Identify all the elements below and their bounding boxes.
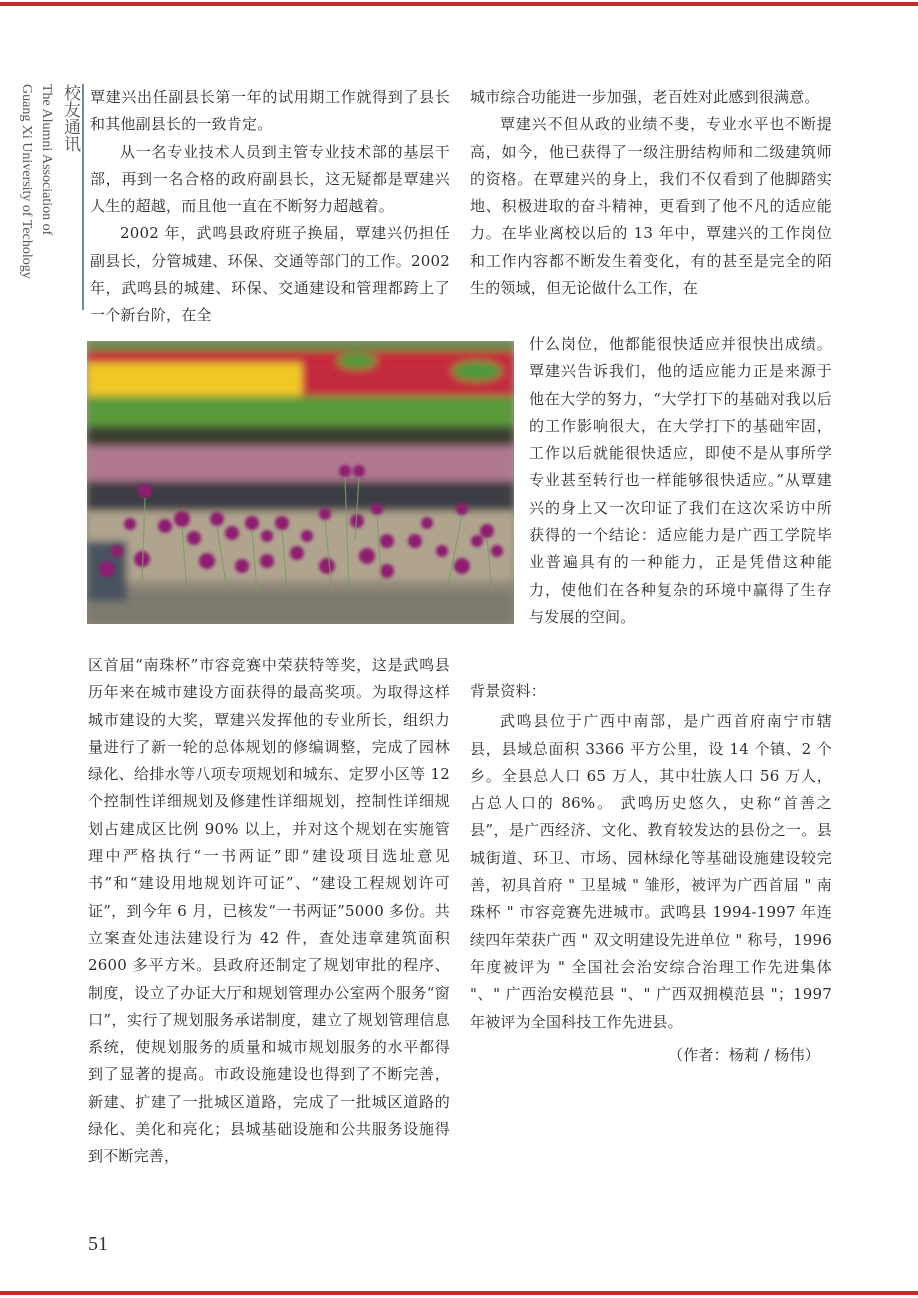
section-title-en bbox=[16, 84, 56, 310]
section-title-en-line2: Guang Xi University of Techology bbox=[19, 84, 34, 279]
section-divider-bar bbox=[82, 84, 84, 310]
article-column-right-top bbox=[470, 84, 832, 302]
background-info-section bbox=[470, 678, 832, 1069]
paragraph: 覃建兴出任副县长第一年的试用期工作就得到了县长和其他副县长的一致肯定。 bbox=[90, 88, 450, 134]
article-column-left-top bbox=[90, 84, 450, 330]
article-column-left-bottom bbox=[88, 652, 450, 1171]
section-title-cn: 校友通讯 bbox=[60, 84, 80, 152]
page-number: 51 bbox=[88, 1233, 108, 1255]
paragraph: 区首届“南珠杯”市容竞赛中荣获特等奖，这是武鸣县历年来在城市建设方面获得的最高奖项。为取得这样城市建设的大奖，覃建兴发挥他的专业所长，组织力量进行了新一轮的总体规划的修编调整，完成了园林绿化、给排水等八项专项规划和城东、定罗小区等 12 个控制性详细规划及修建性详细规划，控制性详细规划占建成区比例 90% 以上，并对这个规划在实施管理中严格执行“一书两证”即“建设项目选址意见书”和“建设用地规划许可证”、“建设工程规划许可证”，到今年 6 月，已核发“一书两证”5000 多份。共立案查处违法建设行为 42 件，查处违章建筑面积 2600 多平方米。县政府还制定了规划审批的程序、制度，设立了办证大厅和规划管理办公室两个服务“窗口”，实行了规划服务承诺制度，建立了规划管理信息系统，使规划服务的质量和城市规划服务的水平都得到了显著的提高。市政设施建设也得到了不断完善，新建、扩建了一批城区道路，完成了一批城区道路的绿化、美化和亮化；县城基础设施和公共服务设施得到不断完善， bbox=[88, 656, 450, 1166]
article-column-right-wrap bbox=[529, 331, 832, 631]
magazine-section-label bbox=[14, 84, 82, 310]
photo-illustration bbox=[87, 341, 514, 624]
top-red-rule bbox=[0, 2, 918, 6]
bottom-red-rule bbox=[0, 1291, 918, 1295]
author-byline: （作者：杨莉 / 杨伟） bbox=[668, 1045, 820, 1064]
paragraph: 什么岗位，他都能很快适应并很快出成绩。覃建兴告诉我们，他的适应能力正是来源于他在大学的努力，“大学打下的基础对我以后的工作影响很大，在大学打下的基础牢固，工作以后就能很快适应，即使不是从事所学专业甚至转行也一样能够很快适应。”从覃建兴的身上又一次印证了我们在这次采访中所获得的一个结论：适应能力是广西工学院毕业普遍具有的一种能力，正是凭借这种能力，使他们在各种复杂的环境中赢得了生存与发展的空间。 bbox=[529, 335, 832, 626]
paragraph: 2002 年，武鸣县政府班子换届，覃建兴仍担任副县长，分管城建、环保、交通等部门的工作。2002 年，武鸣县的城建、环保、交通建设和管理都跨上了一个新台阶，在全 bbox=[90, 224, 450, 325]
section-title-en-line1: The Alumni Association of bbox=[39, 84, 54, 236]
background-body: 武鸣县位于广西中南部，是广西首府南宁市辖县，县域总面积 3366 平方公里，设 14 个镇、2 个乡。全县总人口 65 万人，其中壮族人口 56 万人，占总人口的 86%。 武鸣历史悠久，史称“首善之县”，是广西经济、文化、教育较发达的县份之一。县城街道、环卫、市场、园林绿化等基础设施建设较完善，初具首府 " 卫星城 " 雏形，被评为广西首届 " 南珠杯 " 市容竞赛先进城市。武鸣县 1994-1997 年连续四年荣获广西 " 双文明建设先进单位 " 称号，1996 年度被评为 " 全国社会治安综合治理工作先进集体 "、" 广西治安模范县 "、" 广西双拥模范县 "；1997 年被评为全国科技工作先进县。 bbox=[470, 712, 832, 1031]
paragraph: 城市综合功能进一步加强，老百姓对此感到很满意。 bbox=[470, 88, 820, 106]
paragraph: 从一名专业技术人员到主管专业技术部的基层干部，再到一名合格的政府副县长，这无疑都是覃建兴人生的超越，而且他一直在不断努力超越着。 bbox=[90, 142, 450, 216]
background-heading: 背景资料： bbox=[470, 682, 547, 700]
flower-field-photo bbox=[87, 341, 514, 624]
paragraph: 覃建兴不但从政的业绩不斐，专业水平也不断提高，如今，他已获得了一级注册结构师和二级建筑师的资格。在覃建兴的身上，我们不仅看到了他脚踏实地、积极进取的奋斗精神，更看到了他不凡的适应能力。在毕业离校以后的 13 年中，覃建兴的工作岗位和工作内容都不断发生着变化，有的甚至是完全的陌生的领域，但无论做什么工作，在 bbox=[470, 115, 832, 298]
